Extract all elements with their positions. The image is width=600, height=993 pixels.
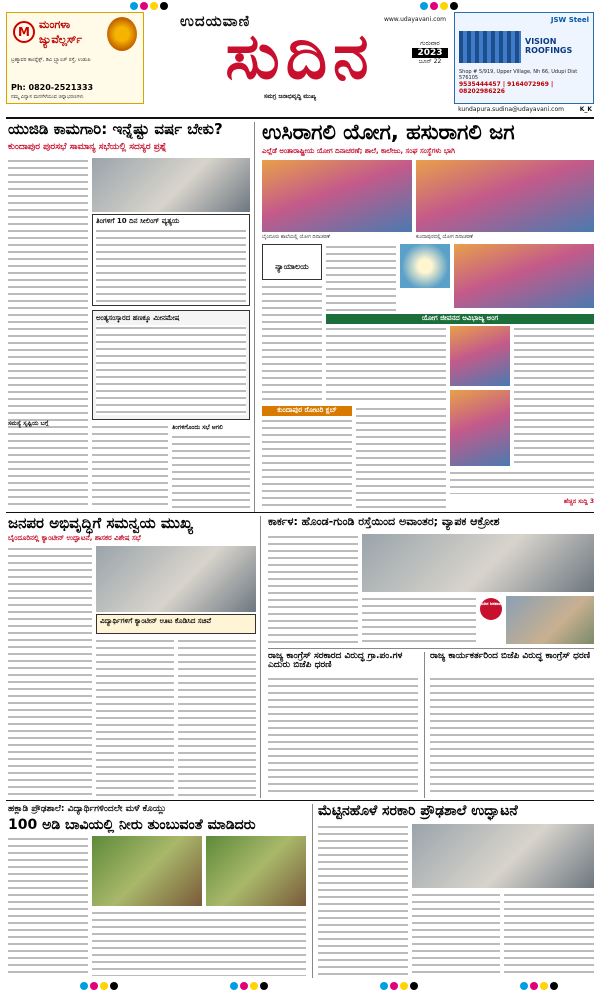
- year: 2023: [412, 48, 448, 58]
- edition-code: K_K: [579, 106, 592, 113]
- story3-inner-head: ವಿದ್ಯಾರ್ಥಿಗಳಿಗೆ ಕ್ಯಾಂಟೀನ್ ಊಟ ಕೊಡಿಸಿದ ಸಚಿವೆ: [100, 617, 212, 625]
- column-divider: [254, 122, 255, 512]
- ad-footer: ನಮ್ಮ ವಿನ್ಯಾಸ ಮನಸೆಳೆಯುವ ಚಿನ್ನಾಭರಣಗಳು: [11, 94, 84, 100]
- story8-body-col3: [504, 892, 594, 976]
- story3-body-col2: [96, 638, 174, 796]
- yoga-photo-1-caption: ಬೈಂದೂರು ಶಾಲೆಯಲ್ಲಿ ಯೋಗ ದಿನಾಚರಣೆ: [262, 234, 330, 240]
- lower-rule: [6, 800, 594, 801]
- story1-box4-head: ತಿಂಗಳಿಗೊಂದು ಸಭೆ ಆಗಲಿ: [172, 424, 223, 431]
- story2-subheadline: ಎಲ್ಲೆಡೆ ಅಂತಾರಾಷ್ಟ್ರೀಯ ಯೋಗ ದಿನಾಚರಣೆ; ಶಾಲೆ, ಕಾಲೇಜು, ಸಂಘ ಸಂಸ್ಥೆಗಳು ಭಾಗಿ: [262, 147, 455, 155]
- roofing-phones: 9535444457 | 9164072969 | 08202986226: [459, 81, 554, 95]
- yoga-photo-3: [454, 244, 594, 308]
- deity-image: [107, 17, 137, 51]
- story1-box1-body: [96, 228, 246, 302]
- story8-body-col1: [318, 824, 408, 976]
- court-label: ನ್ಯಾಯಾಲಯ: [275, 262, 309, 271]
- story8-body-col2: [412, 892, 500, 976]
- masthead-rule: [6, 117, 594, 119]
- story3-photo: [96, 546, 256, 612]
- story2-box-head: ಯೋಗ ಜೀವನದ ಅವಿಭಾಜ್ಯ ಅಂಗ: [326, 314, 594, 324]
- story2-headline: ಉಸಿರಾಗಲಿ ಯೋಗ, ಹಸುರಾಗಲಿ ಜಗ: [262, 120, 515, 144]
- yoga-photo-2-caption: ಕುಂದಾಪುರದಲ್ಲಿ ಯೋಗ ದಿನಾಚರಣೆ: [416, 234, 473, 240]
- yoga-logo: [400, 244, 450, 288]
- story1-subheadline: ಕುಂದಾಪುರ ಪುರಸಭೆ ಸಾಮಾನ್ಯ ಸಭೆಯಲ್ಲಿ ಸದಸ್ಯರ ಪ್ರಶ್ನೆ: [8, 142, 167, 152]
- story5-headline: ರಾಜ್ಯ ಕಾಂಗ್ರೆಸ್ ಸರಕಾರದ ವಿರುದ್ಧ ಗ್ರಾ.ಪಂ.ಗಳ ಎದುರು ಬಿಜೆಪಿ ಧರಣಿ: [268, 651, 403, 671]
- ad-title-line1: ಮಂಗಳಾ: [39, 18, 71, 31]
- website-url: www.udayavani.com: [383, 16, 446, 23]
- story2-body-col3: [326, 326, 446, 402]
- yoga-photo-4: [450, 326, 510, 386]
- story7-photo-1: [92, 836, 202, 906]
- story6-headline: ರಾಜ್ಯ ಕಾರ್ಯಕರ್ತರಿಂದ ಬಿಜೆಪಿ ವಿರುದ್ಧ ಕಾಂಗ್ರೆಸ್ ಧರಣಿ: [430, 651, 591, 661]
- ad-title-line2: ಜ್ಯುವೆಲ್ಲರ್ಸ್: [39, 33, 83, 46]
- story4-rule: [268, 648, 594, 649]
- mid-rule: [6, 512, 594, 513]
- vision-roofings-name: VISION ROOFINGS: [525, 37, 573, 55]
- registration-marks-top: [130, 2, 168, 10]
- story4-photo: [362, 534, 594, 592]
- weekday: ಗುರುವಾರ: [420, 40, 440, 47]
- jeweller-logo: M: [13, 21, 35, 43]
- jsw-logo: JSW Steel: [550, 16, 589, 24]
- more-news-link[interactable]: ಹೆಚ್ಚಿನ ಸುದ್ದಿ 3: [563, 498, 594, 505]
- story7-kicker: ಹಕ್ಲಾಡಿ ಪ್ರೌಢಶಾಲೆ: ವಿದ್ಯಾರ್ಥಿಗಳಿಂದಲೇ ಮಳೆ ಕೊಯ್ಲು: [8, 804, 167, 814]
- ad-address: ಬ್ರಹ್ಮಾವರ ಕಾಂಪ್ಲೆಕ್ಸ್, ಡಿವಿ ಬ್ರ್ಯಾಂಚ್ ರಸ್ತೆ, ಉಡುಪಿ: [11, 57, 91, 63]
- story8-headline: ಮೆಟ್ಟಿನಹೊಳೆ ಸರಕಾರಿ ಪ್ರೌಢಶಾಲೆ ಉದ್ಘಾಟನೆ: [318, 803, 518, 819]
- story4-body-col1: [268, 534, 358, 644]
- sudina-logo: ಸುದಿನ: [225, 19, 375, 94]
- story3-body-col3: [178, 638, 256, 796]
- story5-body: [268, 676, 418, 796]
- column-divider-4: [312, 804, 313, 978]
- story3-headline: ಜನಪರ ಅಭಿವೃದ್ಧಿಗೆ ಸಮನ್ವಯ ಮುಖ್ಯ: [8, 514, 193, 532]
- rotary-body: [262, 418, 352, 508]
- date: ಜೂನ್ 22: [418, 58, 442, 65]
- story2-body-col2: [326, 244, 396, 314]
- story1-headline: ಯುಜಿಡಿ ಕಾಮಗಾರಿ: ಇನ್ನೆಷ್ಟು ವರ್ಷ ಬೇಕು?: [8, 120, 223, 138]
- sudina-janavani-badge: ಸುದಿನ ಜನವಾಣಿ: [480, 598, 502, 620]
- story1-photo: [92, 158, 250, 212]
- story2-body-col5: [356, 406, 446, 508]
- story3-subheadline: ಬೈಂದೂರಿನಲ್ಲಿ ಕ್ಯಾಂಟೀನ್ ಉದ್ಘಾಟನೆ, ಶಾಸಕರ ವಿಶೇಷ ಸಭೆ: [8, 534, 141, 542]
- column-divider-3: [424, 652, 425, 798]
- roofing-address: Shop # 5/919, Upper Village, Nh 66, Udupi Dist 576105: [459, 69, 578, 81]
- newspaper-brand: [150, 12, 450, 104]
- tagline: ಸಮಗ್ರ ಜನಾಭಿವೃದ್ಧಿ ಮುಖ್ಯ: [263, 93, 317, 100]
- roofing-advertisement: [454, 12, 594, 104]
- story4-headline: ಕಾರ್ಕಳ: ಹೊಂಡ-ಗುಂಡಿ ರಸ್ತೆಯಿಂದ ಅವಾಂತರ; ವ್ಯಾಪಕ ಆಕ್ರೋಶ: [268, 515, 500, 528]
- court-story-body: [262, 284, 322, 402]
- story3-body-col1: [8, 546, 92, 796]
- story8-photo: [412, 824, 594, 888]
- registration-marks-bottom-4: [520, 982, 558, 990]
- story2-body-col6: [450, 470, 594, 494]
- story4-body-col2: [362, 596, 476, 644]
- rotary-box-head: ಕುಂದಾಪುರ ರೋಟರಿ ಕ್ಲಬ್: [262, 406, 352, 416]
- registration-marks-bottom-3: [380, 982, 418, 990]
- story1-body-col3: [172, 434, 250, 508]
- story7-headline: 100 ಅಡಿ ಬಾವಿಯಲ್ಲಿ ನೀರು ತುಂಬುವಂತೆ ಮಾಡಿದರು: [8, 817, 256, 833]
- ad-phone: Ph: 0820-2521333: [11, 83, 94, 92]
- story1-box3-head: ಸಮಸ್ಯೆ ಸೃಷ್ಟಿಯ ಬಗ್ಗೆ: [8, 420, 49, 427]
- yoga-photo-1: [262, 160, 412, 232]
- info-strip: [6, 106, 594, 116]
- story7-body-col1: [8, 836, 88, 976]
- udayavani-label: ಉದಯವಾಣಿ: [180, 12, 251, 30]
- masthead: [6, 12, 594, 104]
- registration-marks-bottom-1: [80, 982, 118, 990]
- registration-marks-top-right: [420, 2, 458, 10]
- story1-body-col1: [8, 158, 88, 508]
- yoga-photo-2: [416, 160, 594, 232]
- story6-body: [430, 676, 594, 796]
- story7-photo-2: [206, 836, 306, 906]
- story1-body-col2: [92, 424, 168, 508]
- story1-box2-head: ಅಂತ್ಯಸಂಸ್ಕಾರದ ಹಣಕ್ಕೂ ಮೀನಮೇಷ: [96, 314, 180, 322]
- yoga-photo-5: [450, 390, 510, 466]
- date-box: [412, 40, 448, 66]
- column-divider-2: [260, 516, 261, 798]
- email-address: kundapura.sudina@udayavani.com: [458, 106, 564, 113]
- story1-box1-head: ತಿಂಗಳಿಗೆ 10 ದಿನ ಸೀಲಿಂಗ್ ವ್ಯತ್ಯಯ: [96, 217, 180, 225]
- jewellery-advertisement: [6, 12, 144, 104]
- story7-body-col2: [92, 910, 306, 976]
- roof-sheet-image: [459, 31, 521, 63]
- story2-body-col4: [514, 326, 594, 466]
- registration-marks-bottom-2: [230, 982, 268, 990]
- story4-photo-2: [506, 596, 594, 644]
- story1-box2-body: [96, 325, 246, 415]
